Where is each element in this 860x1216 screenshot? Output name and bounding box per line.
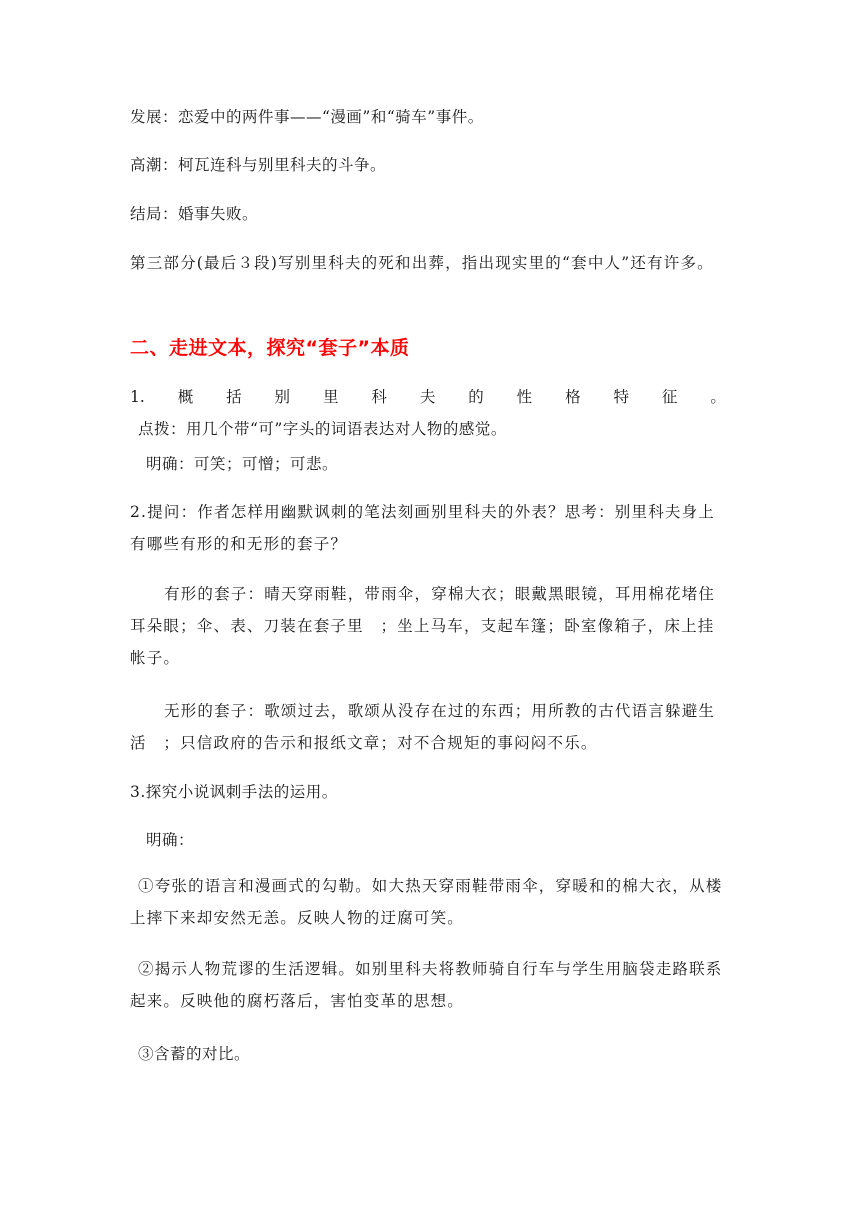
question-three-answer: 明确： [146, 831, 195, 849]
q1-char: 征 [661, 388, 678, 406]
q1-char: 概 [177, 388, 194, 406]
question-three: 3.探究小说讽刺手法的运用。 [130, 783, 338, 801]
paragraph-ending: 结局：婚事失败。 [130, 205, 259, 223]
paragraph-development: 发展：恋爱中的两件事——“漫画”和“骑车”事件。 [130, 108, 484, 126]
question-one-hint: 点拨：用几个带“可”字头的词语表达对人物的感觉。 [138, 420, 507, 438]
paragraph-part-three: 第三部分(最后３段)写别里科夫的死和出葬，指出现实里的“套中人”还有许多。 [130, 254, 714, 272]
intangible-covers: 无形的套子：歌颂过去，歌颂从没存在过的东西；用所教的古代语言躲避生活 ；只信政府的告示和报纸文章；对不合规矩的事闷闷不乐。 [130, 702, 716, 752]
q1-char: 科 [371, 388, 387, 406]
question-one-answer: 明确：可笑；可憎；可悲。 [146, 455, 339, 473]
question-one-title [130, 386, 726, 408]
q1-char: 里 [322, 388, 339, 406]
paragraph-climax: 高潮：柯瓦连科与别里科夫的斗争。 [130, 156, 387, 174]
q1-char: 。 [710, 388, 726, 406]
q1-char: 特 [613, 388, 630, 406]
q1-char: 括 [226, 388, 242, 406]
question-two: 2.提问：作者怎样用幽默讽刺的笔法刻画别里科夫的外表？思考：别里科夫身上有哪些有形的和无形的套子？ [130, 503, 715, 553]
tangible-covers: 有形的套子：晴天穿雨鞋，带雨伞，穿棉大衣；眼戴黑眼镜，耳用棉花堵住耳朵眼；伞、表、刀装在套子里 ；坐上马车，支起车篷；卧室像箱子，床上挂帐子。 [130, 585, 716, 667]
satire-item-2: ②揭示人物荒谬的生活逻辑。如别里科夫将教师骑自行车与学生用脑袋走路联系起来。反映他的腐朽落后，害怕变革的思想。 [130, 960, 723, 1010]
satire-item-1: ①夸张的语言和漫画式的勾勒。如大热天穿雨鞋带雨伞，穿暖和的棉大衣，从楼上摔下来却安然无恙。反映人物的迂腐可笑。 [130, 877, 723, 927]
q1-char: 格 [565, 388, 581, 406]
section-heading-two: 二、走进文本，探究“套子”本质 [130, 337, 410, 359]
q1-char: 性 [516, 388, 533, 406]
q1-char: 别 [274, 388, 291, 406]
q1-char: 夫 [419, 388, 436, 406]
q1-char: 的 [468, 388, 484, 406]
satire-item-3: ③含蓄的对比。 [138, 1045, 251, 1063]
q1-char: 1. [130, 388, 145, 406]
